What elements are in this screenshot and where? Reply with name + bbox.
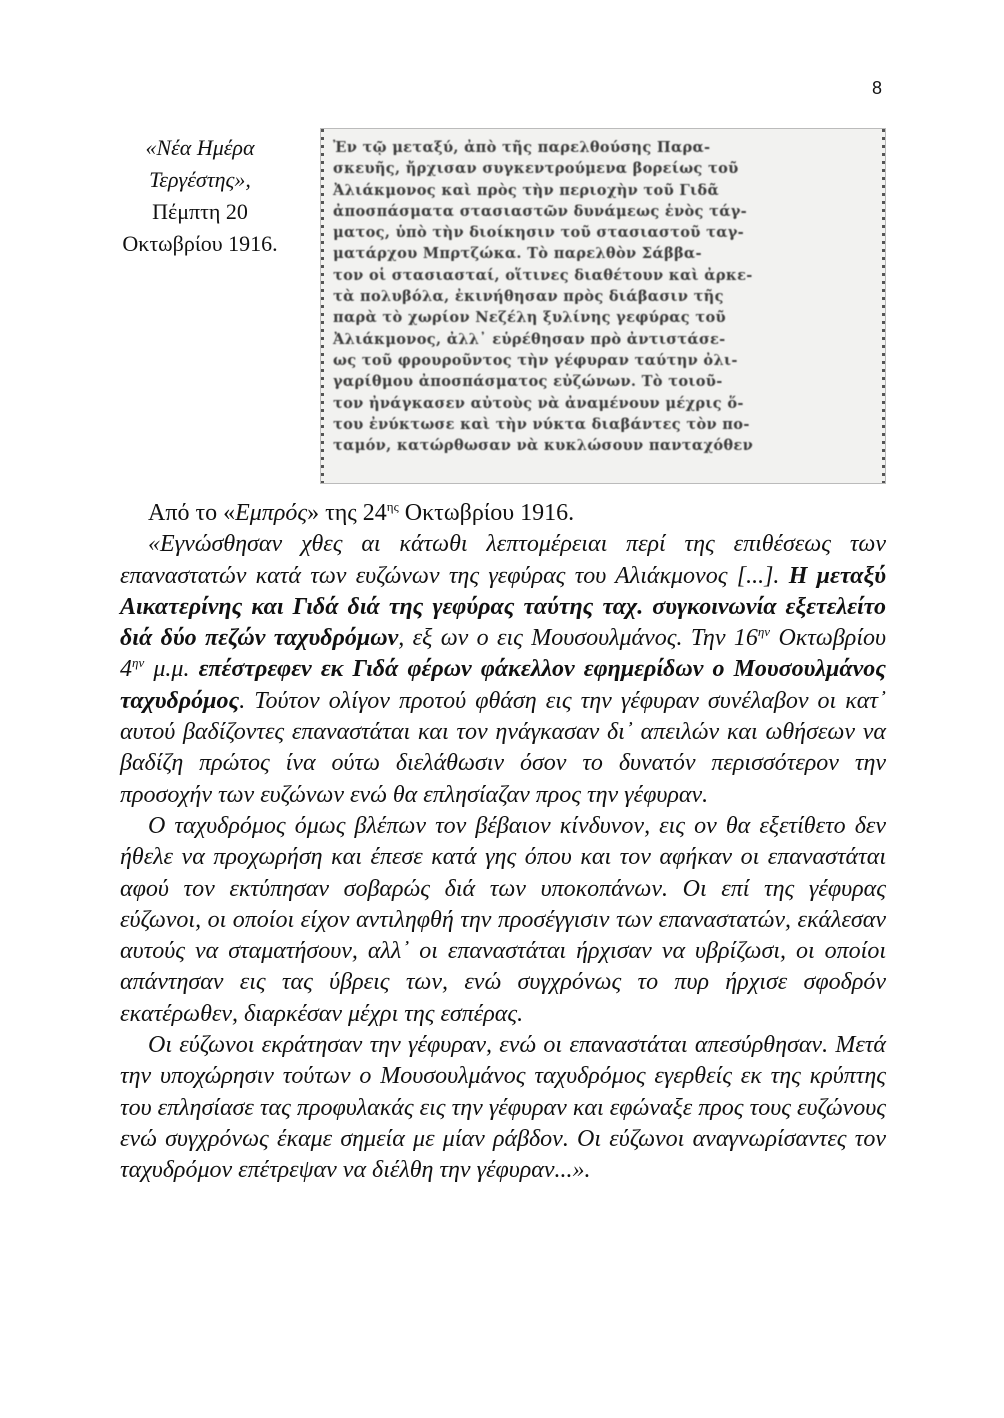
- clipping-line: Ἀλιάκμονος, ἀλλ᾽ εὑρέθησαν πρὸ ἀντιστάσε-: [333, 330, 726, 348]
- quote-paragraph-3: Οι εύζωνοι εκράτησαν την γέφυραν, ενώ οι επαναστάται απεσύρθησαν. Μετά την υποχώρησιν τούτων ο Μουσουλμάνος ταχυδρόμος εγερθείς εκ της κρύπτης του επλησίασε τας προφυλακάς εις την γέφυραν και εφώναξε προς τους ευζώνους ενώ συγχρόνως έκαμε σημεία με μίαν ράβδον. Οι εύζωνοι αναγνωρίσαντες τον ταχυδρόμον επέτρεψαν να διέλθη την γέφυραν...».: [120, 1032, 886, 1184]
- caption-newspaper-city: Τεργέστης»,: [149, 167, 251, 192]
- clipping-line: σκευῆς, ἤρχισαν συγκεντρούμενα βορείως τοῦ: [333, 160, 739, 178]
- quote-paragraph-1: [120, 529, 886, 811]
- caption-date: Οκτωβρίου 1916.: [122, 231, 278, 256]
- newspaper-clipping: [320, 128, 886, 484]
- source-superscript: ης: [386, 499, 399, 514]
- quote-bold-text: Η μεταξύ Αικατερίνης και Γιδά διά της γεφύρας ταύτης ταχ. συγκοινωνία εξετελείτο διά δύο πεζών ταχυδρόμων: [120, 562, 886, 652]
- quote-text: Οκτωβρίου 4: [120, 625, 887, 683]
- clipping-line: τον οἱ στασιασταί, οἵτινες διαθέτουν καὶ ἀρκε-: [333, 266, 753, 284]
- source-prefix: Από το «: [148, 500, 236, 526]
- clipping-line: ματος, ὑπὸ τὴν διοίκησιν τοῦ στασιαστοῦ ταγ-: [333, 224, 745, 242]
- source-suffix: Οκτωβρίου 1916.: [398, 500, 575, 526]
- quote-superscript: ην: [757, 624, 771, 640]
- clipping-caption: [100, 132, 300, 260]
- quote-bold-text: επέστρεφεν εκ Γιδά φέρων φάκελλον εφημερίδων ο Μουσουλμάνος ταχυδρόμος: [120, 656, 887, 714]
- page-number: 8: [871, 78, 882, 98]
- source-paper-name: Εμπρός: [235, 500, 308, 526]
- quote-paragraph-2: Ο ταχυδρόμος όμως βλέπων τον βέβαιον κίνδυνον, εις ον θα εξετίθετο δεν ήθελε να προχωρήση και έπεσε κατά γης όπου και τον αφήκαν οι επαναστάται αφού τον εκτύπησαν σοβαρώς διά των υποκοπάνων. Οι επί της γέφυρας εύζωνοι, οι οποίοι είχον αντιληφθή την προσέγγισιν των επαναστατών, εκάλεσαν αυτούς να σταματήσουν, αλλ᾽ οι επαναστάται ήρχισαν να υβρίζωσι, οι οποίοι απάντησαν εις τας ύβρεις των, ενώ συγχρόνως το πυρ ήρχισε σφοδρόν εκατέρωθεν, διαρκέσαν μέχρι της εσπέρας.: [120, 812, 886, 1027]
- clipping-line: Ἐν τῷ μεταξύ, ἀπὸ τῆς παρελθούσης Παρα-: [333, 139, 711, 156]
- clipping-line: τὰ πολυβόλα, ἐκινήθησαν πρὸς διάβασιν τῆς: [333, 288, 724, 306]
- quote-text: . Τούτον ολίγον προτού φθάση εις την γέφυραν συνέλαβον οι κατ᾽ αυτού βαδίζοντες επαναστάται και τον ηνάγκασαν δι᾽ απειλών και ωθήσεων να βαδίζη πρώτος ίνα ούτω διελάθωσιν όσον το δυνατόν περισσότερον την προσοχήν των ευζώνων ενώ θα επλησίαζαν προς την γέφυραν.: [120, 687, 886, 808]
- clipping-line: ματάρχου Μπρτζώκα. Τὸ παρελθὸν Σάββα-: [333, 245, 702, 263]
- source-middle: » της 24: [307, 500, 387, 526]
- clipping-line: τον ἠνάγκασεν αὐτοὺς νὰ ἀναμένουν μέχρις ὅ-: [333, 394, 744, 412]
- main-text: [120, 498, 886, 1187]
- clipping-line: ως τοῦ φρουροῦντος τὴν γέφυραν ταύτην ὀλι-: [333, 351, 738, 369]
- clipping-line: του ἐνύκτωσε καὶ τὴν νύκτα διαβάντες τὸν πο-: [333, 415, 750, 433]
- clipping-line: παρὰ τὸ χωρίον Νεζέλη ξυλίνης γεφύρας τοῦ: [333, 309, 726, 327]
- quote-text: «Εγνώσθησαν χθες αι κάτωθι λεπτομέρειαι περί της επιθέσεως των επαναστατών κατά των ευζώνων της γεφύρας του Αλιάκμονος [...].: [120, 531, 886, 589]
- clipping-line: Ἀλιάκμονος καὶ πρὸς τὴν περιοχὴν τοῦ Γιδᾶ: [333, 181, 719, 199]
- quote-text: μ.μ.: [144, 656, 199, 683]
- caption-day: Πέμπτη 20: [152, 199, 248, 224]
- quote-text: , εξ ων ο εις Μουσουλμάνος. Την 16: [398, 625, 758, 652]
- clipping-line: γαρίθμου ἀποσπάσματος εὐζώνων. Τὸ τοιοῦ-: [333, 373, 723, 391]
- quote-superscript: ην: [132, 655, 145, 671]
- clipping-line: ἀποσπάσματα στασιαστῶν δυνάμεως ἑνὸς τάγ-: [333, 202, 748, 220]
- clipping-line: ταμόν, κατώρθωσαν νὰ κυκλώσουν πανταχόθεν: [333, 437, 754, 455]
- source-line: [120, 498, 886, 529]
- caption-newspaper-name: «Νέα Ημέρα: [145, 135, 255, 160]
